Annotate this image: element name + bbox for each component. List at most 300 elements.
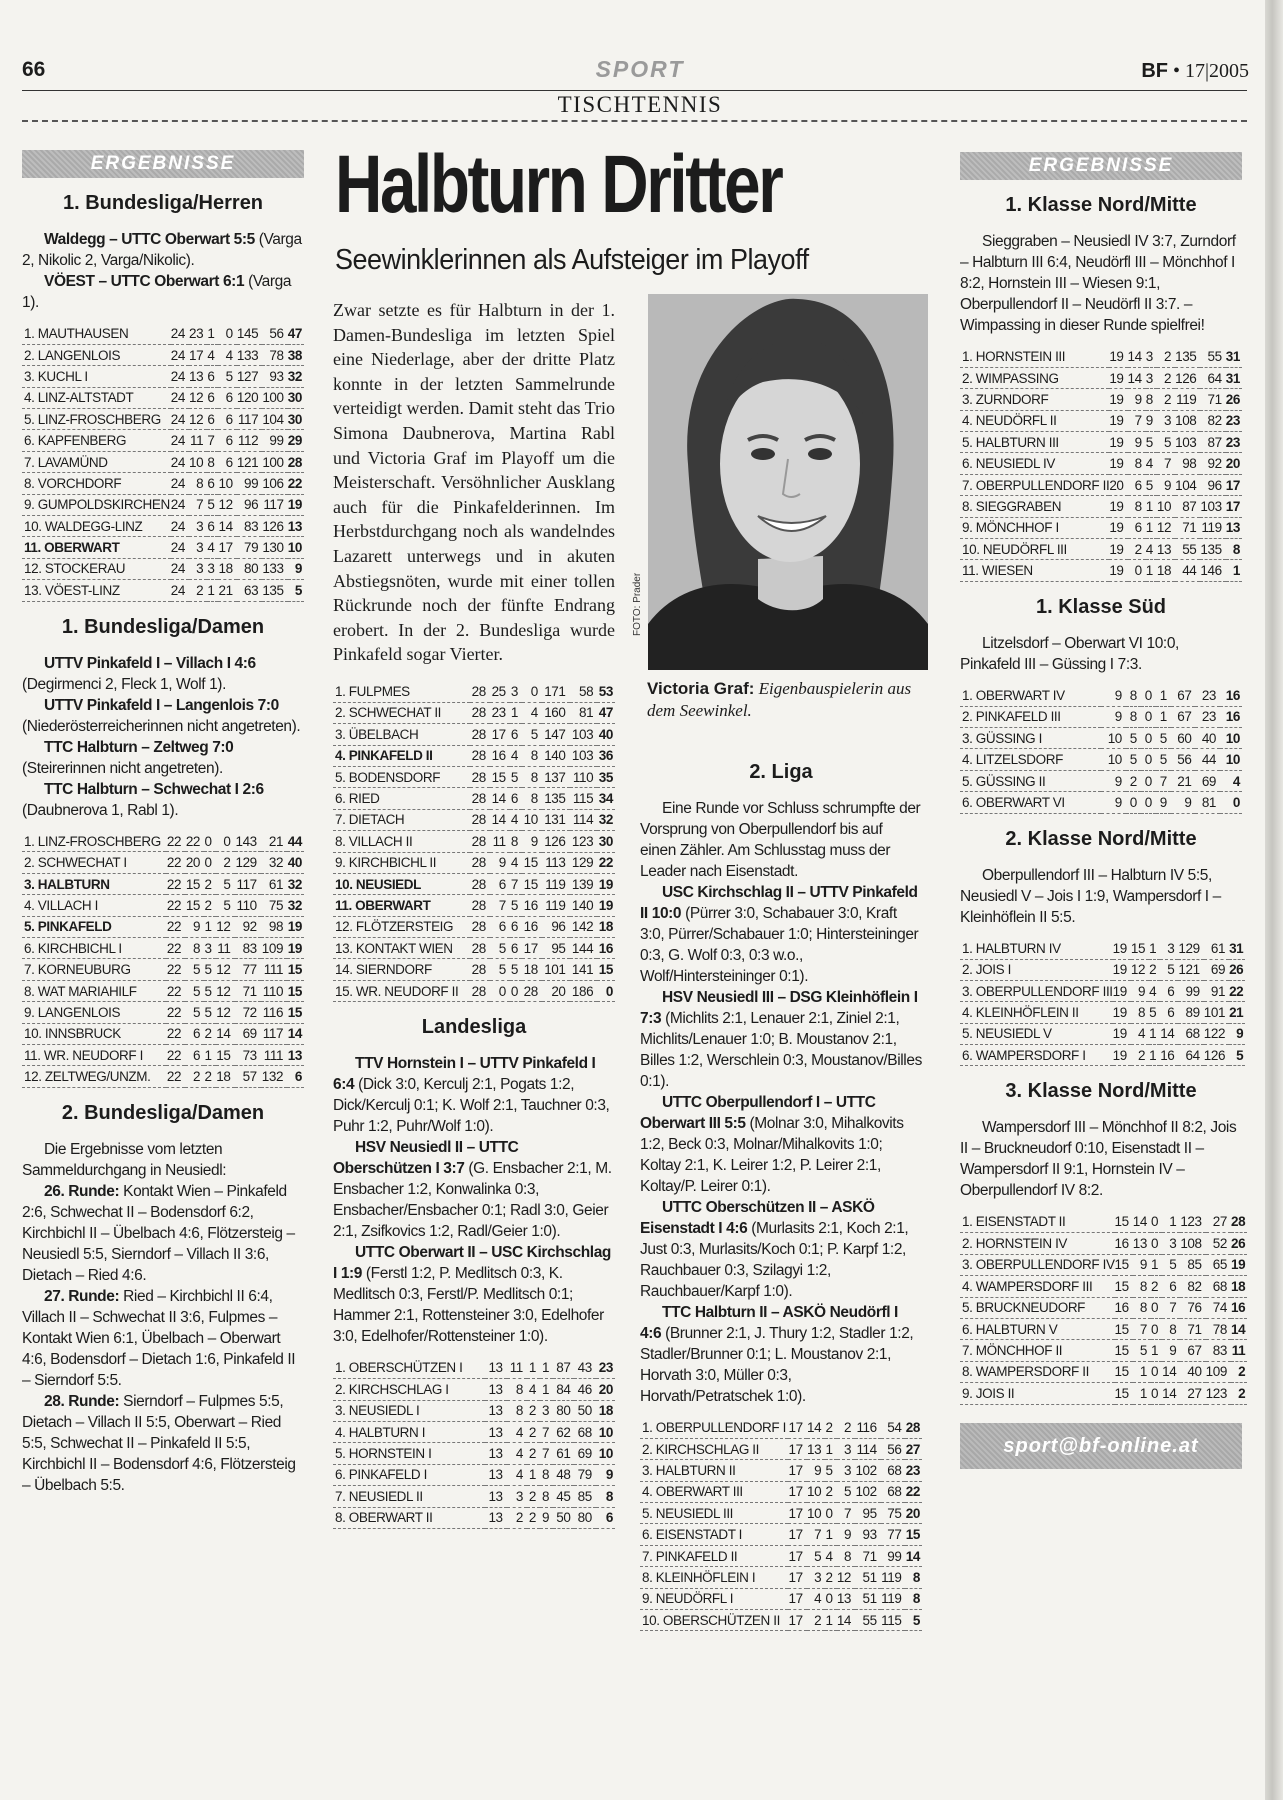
stat-cell: 28 [470, 831, 490, 852]
stat-cell: 9 [1157, 474, 1175, 495]
stat-cell: 12 [216, 1002, 235, 1023]
stat-cell: 1 [1133, 1361, 1151, 1382]
stat-cell: 123 [1206, 1383, 1231, 1404]
stat-cell: 12 [216, 980, 235, 1001]
table-row [960, 938, 1245, 959]
team-name: 2. JOIS I [960, 959, 1113, 980]
points-cell: 6 [287, 1066, 304, 1087]
table-row [960, 496, 1242, 517]
stat-cell: 108 [1180, 1233, 1205, 1254]
points-cell: 13 [1226, 517, 1242, 538]
stat-cell: 126 [1204, 1045, 1229, 1066]
stat-cell: 5 [1126, 728, 1141, 749]
stat-cell: 15 [185, 873, 204, 894]
stat-cell: 1 [204, 916, 216, 937]
stat-cell: 126 [542, 831, 570, 852]
team-name: 4. OBERWART III [640, 1481, 788, 1502]
team-name: 3. KUCHL I [22, 366, 171, 387]
stat-cell: 28 [522, 980, 542, 1001]
stat-cell: 108 [1175, 410, 1200, 431]
stat-cell: 145 [237, 323, 262, 344]
stat-cell: 5 [1160, 959, 1178, 980]
team-name: 7. DIETACH [333, 809, 470, 830]
table-row [22, 580, 304, 601]
team-name: 3. OBERPULLENDORF III [960, 980, 1113, 1001]
stat-cell: 2 [204, 895, 216, 916]
stat-cell: 114 [855, 1438, 881, 1459]
stat-cell: 98 [1175, 453, 1200, 474]
points-cell: 10 [1220, 749, 1242, 770]
stat-cell: 24 [171, 580, 189, 601]
team-name: 8. KLEINHÖFLEIN I [640, 1567, 788, 1588]
points-cell: 16 [1231, 1297, 1247, 1318]
table-row [22, 1002, 304, 1023]
stat-cell: 5 [216, 895, 235, 916]
stat-cell: 14 [1160, 1023, 1178, 1044]
stat-cell: 6 [510, 916, 522, 937]
team-name: 7. KORNEUBURG [22, 959, 166, 980]
stat-cell: 116 [261, 1002, 287, 1023]
match: UTTC Oberpullendorf I – UTTC Oberwart III 5:5 [640, 1094, 876, 1132]
stat-cell: 126 [262, 516, 287, 537]
intro-text: Die Ergebnisse vom letzten Sammeldurchgang in Neusiedl: [22, 1140, 227, 1179]
stat-cell: 9 [540, 1507, 553, 1528]
stat-cell: 8 [1133, 1276, 1151, 1297]
stat-cell: 6 [218, 409, 236, 430]
stat-cell: 10 [189, 451, 207, 472]
table-row [960, 1254, 1247, 1275]
team-name: 2. WIMPASSING [960, 367, 1109, 388]
stat-cell: 3 [1146, 346, 1157, 367]
stat-cell: 81 [1195, 792, 1220, 813]
stat-cell: 135 [1175, 346, 1200, 367]
points-cell: 53 [597, 681, 615, 702]
stat-cell: 51 [855, 1588, 881, 1609]
match: UTTC Oberschützen II – ASKÖ Eisenstadt I 4:6 [640, 1199, 875, 1237]
table-row [333, 895, 615, 916]
stat-cell: 6 [207, 409, 218, 430]
points-cell: 26 [1231, 1233, 1247, 1254]
stat-cell: 8 [1126, 685, 1141, 706]
team-name: 4. HALBTURN I [333, 1421, 485, 1442]
stat-cell: 87 [1200, 432, 1225, 453]
stat-cell: 9 [1156, 792, 1171, 813]
team-name: 10. WALDEGG-LINZ [22, 516, 171, 537]
table-row [640, 1610, 922, 1631]
points-cell: 36 [597, 745, 615, 766]
stat-cell: 22 [166, 1023, 185, 1044]
stat-cell: 123 [1180, 1211, 1205, 1232]
table-row [960, 770, 1242, 791]
table-row [333, 831, 615, 852]
team-name: 9. LANGENLOIS [22, 1002, 166, 1023]
stat-cell: 17 [788, 1481, 807, 1502]
stat-cell: 40 [1180, 1361, 1205, 1382]
points-cell: 30 [288, 387, 304, 408]
stat-cell: 95 [855, 1503, 881, 1524]
stat-cell: 68 [881, 1481, 906, 1502]
heading-herren: 1. Bundesliga/Herren [62, 192, 264, 214]
intro-text: Eine Runde vor Schluss schrumpfte der Vorsprung von Oberpullendorf bis auf einen Zähler. Am Schlusstag muss der Leader nach Eisenstadt. [640, 800, 921, 880]
points-cell: 16 [1220, 685, 1242, 706]
stat-cell: 6 [490, 873, 510, 894]
points-cell: 47 [597, 702, 615, 723]
stat-cell: 103 [570, 724, 598, 745]
table-row [960, 1318, 1247, 1339]
table-row [22, 451, 304, 472]
stat-cell: 22 [166, 959, 185, 980]
stat-cell: 1 [1149, 938, 1160, 959]
stat-cell: 28 [470, 938, 490, 959]
table-row [333, 873, 615, 894]
stat-cell: 8 [207, 451, 218, 472]
stat-cell: 5 [1126, 749, 1141, 770]
stat-cell: 137 [542, 766, 570, 787]
match-details: (Daubnerova 1, Rabl 1). [22, 801, 179, 819]
photo-caption [647, 678, 929, 722]
stat-cell: 24 [171, 409, 189, 430]
stat-cell: 46 [574, 1379, 595, 1400]
stat-cell: 96 [1200, 474, 1225, 495]
table-row [960, 474, 1242, 495]
stat-cell: 3 [837, 1438, 856, 1459]
stat-cell: 71 [235, 980, 261, 1001]
team-name: 4. VILLACH I [22, 895, 166, 916]
stat-cell: 45 [553, 1486, 574, 1507]
team-name: 1. EISENSTADT II [960, 1211, 1115, 1232]
stat-cell: 113 [542, 852, 570, 873]
issue-brand: BF [1141, 60, 1168, 82]
stat-cell: 7 [189, 494, 207, 515]
points-cell: 20 [596, 1379, 615, 1400]
points-cell: 20 [1226, 453, 1242, 474]
stat-cell: 4 [807, 1588, 826, 1609]
stat-cell: 56 [1171, 749, 1196, 770]
stat-cell: 12 [189, 409, 207, 430]
stat-cell: 78 [1206, 1318, 1231, 1339]
stat-cell: 0 [522, 681, 542, 702]
points-cell: 11 [1231, 1340, 1247, 1361]
stat-cell: 73 [235, 1044, 261, 1065]
table-row [22, 494, 304, 515]
stat-cell: 68 [881, 1460, 906, 1481]
stat-cell: 54 [881, 1417, 906, 1438]
stat-cell: 84 [553, 1379, 574, 1400]
stat-cell: 5 [1133, 1340, 1151, 1361]
stat-cell: 67 [1171, 685, 1196, 706]
standings-herren [22, 323, 304, 602]
stat-cell: 13 [1157, 539, 1175, 560]
stat-cell: 104 [262, 409, 287, 430]
stat-cell: 56 [262, 323, 287, 344]
points-cell: 13 [288, 516, 304, 537]
table-row [333, 1421, 615, 1442]
table-row [22, 831, 304, 852]
points-cell: 21 [1229, 1002, 1245, 1023]
stat-cell: 19 [1109, 539, 1127, 560]
stat-cell: 3 [189, 516, 207, 537]
points-cell: 19 [597, 895, 615, 916]
stat-cell: 7 [1128, 410, 1146, 431]
stat-cell: 61 [553, 1443, 574, 1464]
stat-cell: 50 [553, 1507, 574, 1528]
team-name: 3. HALBTURN [22, 873, 166, 894]
points-cell: 9 [1229, 1023, 1245, 1044]
table-row [960, 1023, 1245, 1044]
stat-cell: 23 [189, 323, 207, 344]
stat-cell: 2 [1157, 346, 1175, 367]
stat-cell: 3 [1160, 938, 1178, 959]
points-cell: 47 [288, 323, 304, 344]
team-name: 5. HALBTURN III [960, 432, 1109, 453]
stat-cell: 28 [470, 788, 490, 809]
stat-cell: 14 [1128, 367, 1146, 388]
stat-cell: 69 [235, 1023, 261, 1044]
table-row [333, 809, 615, 830]
stat-cell: 14 [1128, 346, 1146, 367]
stat-cell: 5 [490, 938, 510, 959]
stat-cell: 1 [1156, 706, 1171, 727]
results-banner: ERGEBNISSE [22, 150, 304, 178]
stat-cell: 22 [166, 873, 185, 894]
team-name: 9. JOIS II [960, 1383, 1115, 1404]
caption-text: Eigenbauspielerin aus dem Seewinkel. [647, 679, 912, 720]
team-name: 13. VÖEST-LINZ [22, 580, 171, 601]
stat-cell: 2 [1151, 1276, 1162, 1297]
page-number: 66 [22, 58, 46, 81]
stat-cell: 22 [166, 1002, 185, 1023]
stat-cell: 110 [261, 980, 287, 1001]
stat-cell: 19 [1109, 367, 1127, 388]
stat-cell: 160 [542, 702, 570, 723]
table-row [640, 1481, 922, 1502]
stat-cell: 14 [1162, 1361, 1180, 1382]
stat-cell: 68 [1206, 1276, 1231, 1297]
table-row [960, 1276, 1247, 1297]
stat-cell: 126 [1175, 367, 1200, 388]
table-row [333, 1486, 615, 1507]
team-name: 8. WAT MARIAHILF [22, 980, 166, 1001]
left-column [22, 150, 304, 1506]
stat-cell: 1 [1146, 496, 1157, 517]
points-cell: 28 [1231, 1211, 1247, 1232]
stat-cell: 62 [553, 1421, 574, 1442]
team-name: 9. KIRCHBICHL II [333, 852, 470, 873]
stat-cell: 1 [1162, 1211, 1180, 1232]
stat-cell: 77 [881, 1524, 906, 1545]
stat-cell: 5 [807, 1545, 826, 1566]
stat-cell: 48 [553, 1464, 574, 1485]
points-cell: 15 [287, 980, 304, 1001]
middle-column-1 [333, 298, 615, 1543]
team-name: 13. KONTAKT WIEN [333, 938, 470, 959]
stat-cell: 7 [540, 1443, 553, 1464]
stat-cell: 80 [574, 1507, 595, 1528]
stat-cell: 15 [216, 1044, 235, 1065]
stat-cell: 3 [189, 558, 207, 579]
match-details: (Steirerinnen nicht angetreten). [22, 759, 223, 777]
stat-cell: 8 [522, 788, 542, 809]
stat-cell: 142 [570, 916, 598, 937]
stat-cell: 2 [837, 1417, 856, 1438]
stat-cell: 7 [1133, 1318, 1151, 1339]
stat-cell: 16 [1115, 1297, 1133, 1318]
stat-cell: 1 [1149, 1023, 1160, 1044]
stat-cell: 8 [837, 1545, 856, 1566]
stat-cell: 9 [1131, 980, 1149, 1001]
match-details: (Michlits 2:1, Lenauer 2:1, Ziniel 2:1, Michlits/Lenauer 1:0; B. Moustanov 2:1, Billes 1:2, Werschlein 0:3, Moustanov/Billes 0:1). [640, 1010, 922, 1090]
team-name: 5. BRUCKNEUDORF [960, 1297, 1115, 1318]
team-name: 9. MÖNCHHOF I [960, 517, 1109, 538]
stat-cell: 60 [1171, 728, 1196, 749]
table-row [333, 745, 615, 766]
stat-cell: 8 [540, 1486, 553, 1507]
stat-cell: 116 [855, 1417, 881, 1438]
stat-cell: 9 [185, 916, 204, 937]
standings-landesliga [333, 1357, 615, 1529]
table-row [333, 1400, 615, 1421]
stat-cell: 71 [1200, 389, 1225, 410]
team-name: 8. VILLACH II [333, 831, 470, 852]
results-text: Wampersdorf III – Mönchhof II 8:2, Jois II – Bruckneudorf 0:10, Eisenstadt II – Wampersdorf II 9:1, Hornstein IV – Oberpullendorf IV 8:2. [960, 1119, 1237, 1200]
points-cell: 44 [287, 831, 304, 852]
player-photo [648, 294, 928, 670]
stat-cell: 102 [855, 1460, 881, 1481]
table-row [960, 410, 1242, 431]
stat-cell: 0 [825, 1588, 836, 1609]
stat-cell: 6 [218, 430, 236, 451]
stat-cell: 10 [218, 473, 236, 494]
points-cell: 23 [1226, 432, 1242, 453]
stat-cell: 28 [470, 852, 490, 873]
email-link[interactable]: sport@bf-online.at [960, 1423, 1242, 1469]
stat-cell: 13 [837, 1588, 856, 1609]
stat-cell: 80 [553, 1400, 574, 1421]
stat-cell: 0 [218, 323, 236, 344]
points-cell: 27 [905, 1438, 922, 1459]
team-name: 10. OBERSCHÜTZEN II [640, 1610, 788, 1631]
stat-cell: 75 [881, 1503, 906, 1524]
stat-cell: 28 [470, 980, 490, 1001]
stat-cell: 2 [527, 1421, 540, 1442]
stat-cell: 5 [1149, 1002, 1160, 1023]
stat-cell: 110 [570, 766, 598, 787]
points-cell: 6 [596, 1507, 615, 1528]
results-landesliga [333, 1053, 615, 1347]
round-results: Kontakt Wien – Pinkafeld 2:6, Schwechat II – Bodensdorf 6:2, Kirchbichl II – Übelbach 4:6, Flötzersteig – Neusiedl 5:5, Sierndorf – Villach II 3:6, Dietach – Ried 4:6. [22, 1182, 295, 1284]
points-cell: 35 [597, 766, 615, 787]
stat-cell: 7 [540, 1421, 553, 1442]
stat-cell: 10 [1157, 496, 1175, 517]
team-name: 4. KLEINHÖFLEIN II [960, 1002, 1113, 1023]
portrait-illustration [648, 294, 928, 670]
stat-cell: 18 [218, 558, 236, 579]
team-name: 1. FULPMES [333, 681, 470, 702]
heading-damen2: 2. Bundesliga/Damen [61, 1101, 265, 1124]
stat-cell: 24 [171, 473, 189, 494]
stat-cell: 9 [1146, 410, 1157, 431]
stat-cell: 5 [1157, 432, 1175, 453]
stat-cell: 68 [1178, 1023, 1203, 1044]
stat-cell: 147 [542, 724, 570, 745]
stat-cell: 3 [807, 1567, 826, 1588]
stat-cell: 9 [1128, 432, 1146, 453]
stat-cell: 1 [825, 1610, 836, 1631]
results-text: Oberpullendorf III – Halbturn IV 5:5, Neusiedl V – Jois I 1:9, Wampersdorf I – Kleinhöflein II 5:5. [960, 866, 1221, 926]
stat-cell: 2 [1126, 770, 1141, 791]
stat-cell: 28 [470, 873, 490, 894]
team-name: 4. NEUDÖRFL II [960, 410, 1109, 431]
table-row [333, 1507, 615, 1528]
stat-cell: 4 [527, 1379, 540, 1400]
points-cell: 0 [1220, 792, 1242, 813]
stat-cell: 11 [189, 430, 207, 451]
stat-cell: 8 [1162, 1318, 1180, 1339]
stat-cell: 16 [490, 745, 510, 766]
points-cell: 23 [905, 1460, 922, 1481]
stat-cell: 17 [788, 1545, 807, 1566]
points-cell: 31 [1226, 346, 1242, 367]
points-cell: 8 [905, 1567, 922, 1588]
points-cell: 19 [287, 916, 304, 937]
stat-cell: 3 [1157, 410, 1175, 431]
stat-cell: 2 [825, 1567, 836, 1588]
team-name: 7. LAVAMÜND [22, 451, 171, 472]
stat-cell: 19 [1113, 1045, 1131, 1066]
round-results: Ried – Kirchbichl II 6:4, Villach II – Schwechat II 3:6, Fulpmes – Kontakt Wien 6:1, Übelbach – Oberwart 4:6, Bodensdorf – Dietach 1:6, Pinkafeld II – Sierndorf 5:5. [22, 1287, 296, 1389]
points-cell: 5 [905, 1610, 922, 1631]
stat-cell: 100 [262, 387, 287, 408]
results-text: Sieggraben – Neusiedl IV 3:7, Zurndorf – Halbturn III 6:4, Neudörfl III – Mönchhof I 8:2, Hornstein III – Wiesen 9:1, Oberpullendorf II – Neudörfl II 3:7. – Wimpassing in dieser Runde spielfrei! [960, 233, 1236, 334]
stat-cell: 2 [1149, 959, 1160, 980]
stat-cell: 5 [207, 494, 218, 515]
team-name: 8. OBERWART II [333, 1507, 485, 1528]
stat-cell: 93 [262, 366, 287, 387]
stat-cell: 99 [881, 1545, 906, 1566]
stat-cell: 28 [470, 724, 490, 745]
stat-cell: 2 [204, 1023, 216, 1044]
stat-cell: 3 [540, 1400, 553, 1421]
points-cell: 30 [288, 409, 304, 430]
team-name: 6. PINKAFELD I [333, 1464, 485, 1485]
stat-cell: 0 [825, 1503, 836, 1524]
stat-cell: 0 [1151, 1233, 1162, 1254]
stat-cell: 0 [1151, 1383, 1162, 1404]
stat-cell: 4 [1149, 980, 1160, 1001]
page-edge [1265, 0, 1283, 1800]
team-name: 5. BODENSDORF [333, 766, 470, 787]
stat-cell: 2 [1157, 389, 1175, 410]
stat-cell: 99 [237, 473, 262, 494]
stat-cell: 69 [574, 1443, 595, 1464]
stat-cell: 1 [207, 580, 218, 601]
stat-cell: 55 [1175, 539, 1200, 560]
points-cell: 14 [287, 1023, 304, 1044]
stat-cell: 19 [1113, 980, 1131, 1001]
stat-cell: 4 [1146, 453, 1157, 474]
points-cell: 14 [905, 1545, 922, 1566]
table-row [333, 724, 615, 745]
stat-cell: 16 [1115, 1233, 1133, 1254]
stat-cell: 16 [522, 916, 542, 937]
stat-cell: 103 [570, 745, 598, 766]
stat-cell: 119 [1175, 389, 1200, 410]
stat-cell: 2 [825, 1417, 836, 1438]
table-row [22, 1023, 304, 1044]
points-cell: 16 [1220, 706, 1242, 727]
heading-1-klasse-sued: 1. Klasse Süd [1035, 595, 1167, 618]
stat-cell: 5 [1146, 432, 1157, 453]
